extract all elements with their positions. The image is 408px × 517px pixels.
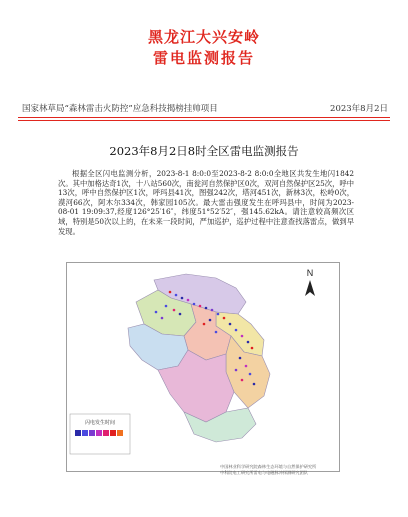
lightning-point	[175, 294, 178, 297]
lightning-point	[161, 317, 164, 320]
lightning-point	[181, 297, 184, 300]
lightning-point	[165, 305, 168, 308]
lightning-point	[193, 303, 196, 306]
lightning-point	[239, 357, 242, 360]
lightning-point	[249, 373, 252, 376]
map-legend	[70, 414, 130, 454]
north-label: N	[306, 268, 314, 278]
legend-swatch	[82, 430, 88, 436]
lightning-point	[217, 313, 220, 316]
divider-thick	[18, 117, 390, 118]
lightning-point	[187, 299, 190, 302]
footer-org-1: 中国林业科学研究院森林生态环境与自然保护研究所	[220, 464, 317, 469]
lightning-point	[209, 319, 212, 322]
legend-swatches	[75, 430, 123, 436]
legend-swatch	[103, 430, 109, 436]
lightning-point	[169, 291, 172, 294]
lightning-point	[179, 313, 182, 316]
legend-swatch	[110, 430, 116, 436]
report-heading: 2023年8月2日8时全区雷电监测报告	[109, 144, 299, 158]
lightning-point	[247, 341, 250, 344]
lightning-point	[253, 383, 256, 386]
legend-title: 闪电发生时间	[84, 420, 116, 426]
footer-org-2: 中科院电工研究所雷电与电磁脉冲探测研究团队	[220, 470, 308, 475]
legend-swatch	[117, 430, 123, 436]
legend-swatch	[96, 430, 102, 436]
report-date: 2023年8月2日	[330, 104, 388, 114]
lightning-point	[235, 329, 238, 332]
lightning-point	[155, 311, 158, 314]
lightning-map	[66, 262, 340, 472]
lightning-point	[223, 317, 226, 320]
divider-thin	[18, 120, 390, 121]
lightning-point	[205, 307, 208, 310]
lightning-point	[241, 379, 244, 382]
project-name: 国家林草局“森林雷击火防控”应急科技揭榜挂帅项目	[22, 104, 218, 114]
lightning-point	[229, 323, 232, 326]
lightning-point	[203, 323, 206, 326]
legend-swatch	[89, 430, 95, 436]
legend-swatch	[75, 430, 81, 436]
lightning-point	[215, 331, 218, 334]
lightning-point	[173, 309, 176, 312]
lightning-point	[199, 305, 202, 308]
lightning-point	[251, 347, 254, 350]
report-body: 根据全区闪电监测分析，2023-8-1 8:0:0至2023-8-2 8:0:0全地区共发生地闪1842次。其中加格达奇1次，十八站560次，南瓮河自然保护区0次，双河自然保护区25次，呼中13次，呼中自然保护区1次，呼玛县41次，图强242次，塔河451次，新林3次，松岭0次，漠河66次，阿木尔334次，韩家园105次。最大雷击强度发生在呼玛县中，时间为2023-08-01 19:09:37,经度126°25′16″，纬度51°52′52″，强145.62kA。请注意较高频次区域，特别是50次以上的，在未来一段时间，严加巡护，巡护过程中注意查找落雷点，做到早发现。	[58, 169, 354, 236]
lightning-point	[245, 365, 248, 368]
lightning-point	[235, 369, 238, 372]
lightning-point	[211, 309, 214, 312]
lightning-point	[241, 335, 244, 338]
report-title-line1: 黑龙江大兴安岭	[147, 28, 260, 46]
report-title-line2: 雷电监测报告	[152, 49, 255, 67]
